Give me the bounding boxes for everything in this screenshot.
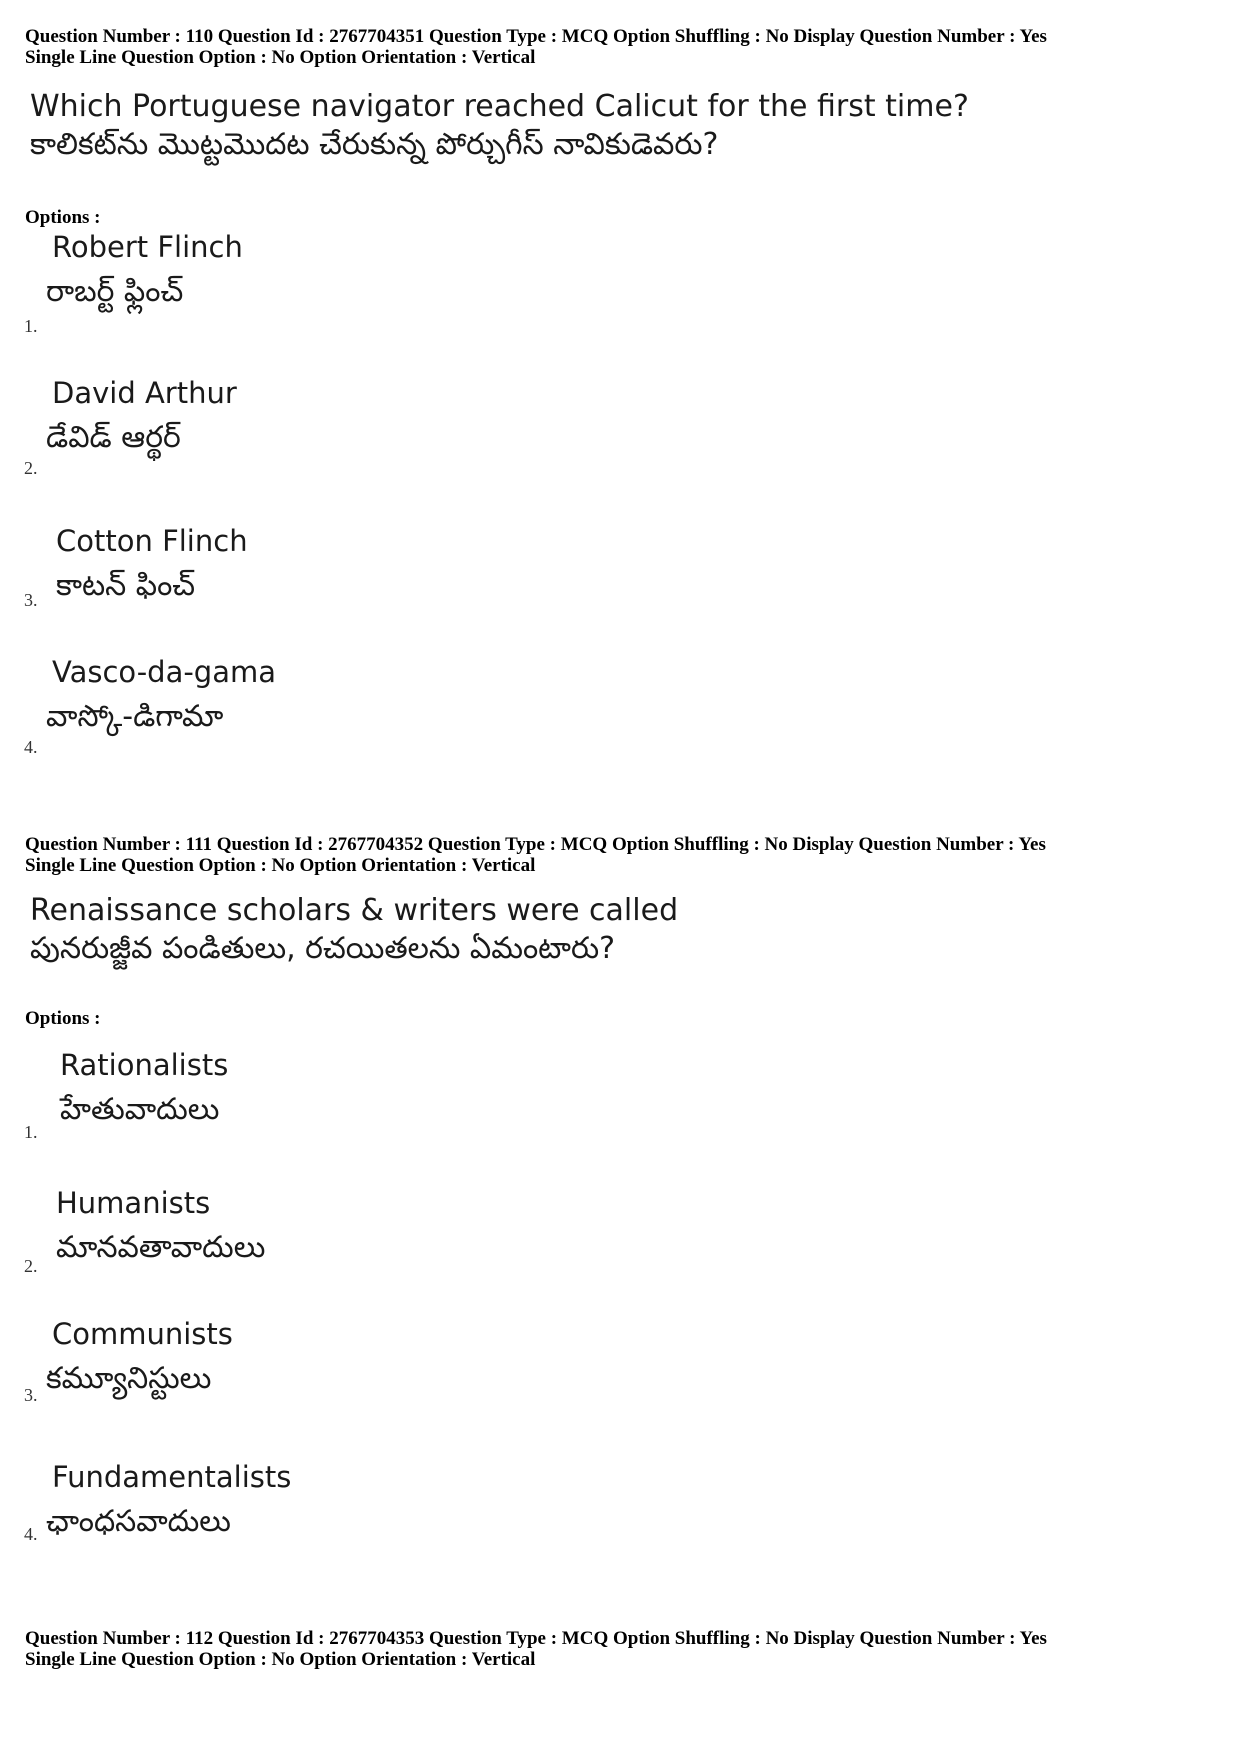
option-text-english: Rationalists — [60, 1048, 229, 1082]
question-110-text — [30, 88, 969, 164]
question-text-telugu: కాలికట్‌ను మొట్టమొదట చేరుకున్న పోర్చుగీస్ నావికుడెవరు? — [30, 127, 719, 162]
option-text-telugu: డేవిడ్ ఆర్థర్ — [46, 420, 181, 455]
option-text-english: Fundamentalists — [52, 1460, 292, 1494]
option-text-english: Vasco-da-gama — [52, 655, 276, 689]
option-number: 1. — [24, 1122, 38, 1142]
option-number: 1. — [24, 316, 38, 336]
options-label: Options : — [25, 1008, 101, 1029]
option-text-telugu: కాటన్ ఫించ్ — [56, 568, 196, 603]
option-text-telugu: వాస్కో-డిగామా — [46, 699, 224, 734]
option-text-telugu: ఛాంధసవాదులు — [46, 1504, 231, 1539]
option-text-telugu: మానవతావాదులు — [56, 1230, 266, 1265]
question-112-meta — [25, 1628, 1047, 1670]
option-number: 2. — [24, 1256, 38, 1276]
question-meta-line-1: Question Number : 111 Question Id : 2767704352 Question Type : MCQ Option Shuffling : No Display Question Number : Yes — [25, 834, 1046, 855]
option-number: 2. — [24, 458, 38, 478]
option-text-telugu: హేతువాదులు — [60, 1092, 220, 1127]
question-text-english: Renaissance scholars & writers were called — [30, 893, 679, 928]
question-meta-line-2: Single Line Question Option : No Option Orientation : Vertical — [25, 47, 536, 68]
option-number: 3. — [24, 590, 38, 610]
option-text-english: Robert Flinch — [52, 230, 243, 264]
option-text-telugu: కమ్యూనిస్టులు — [46, 1361, 212, 1396]
option-text-telugu: రాబర్ట్ ఫ్లించ్ — [46, 274, 184, 309]
question-text-english: Which Portuguese navigator reached Calicut for the first time? — [30, 89, 969, 124]
option-number: 4. — [24, 737, 38, 757]
options-label: Options : — [25, 207, 101, 228]
question-111-meta — [25, 834, 1046, 876]
question-meta-line-2: Single Line Question Option : No Option Orientation : Vertical — [25, 855, 536, 876]
option-text-english: Humanists — [56, 1186, 211, 1220]
question-text-telugu: పునరుజ్జీవ పండితులు, రచయితలను ఏమంటారు? — [30, 931, 616, 966]
question-meta-line-2: Single Line Question Option : No Option Orientation : Vertical — [25, 1649, 536, 1670]
option-text-english: Communists — [52, 1317, 233, 1351]
option-number: 4. — [24, 1524, 38, 1544]
option-text-english: David Arthur — [52, 376, 237, 410]
option-text-english: Cotton Flinch — [56, 524, 248, 558]
question-meta-line-1: Question Number : 112 Question Id : 2767704353 Question Type : MCQ Option Shuffling : No Display Question Number : Yes — [25, 1628, 1047, 1649]
option-number: 3. — [24, 1385, 38, 1405]
question-110-meta — [25, 26, 1047, 68]
question-111-text — [30, 892, 678, 968]
question-meta-line-1: Question Number : 110 Question Id : 2767704351 Question Type : MCQ Option Shuffling : No Display Question Number : Yes — [25, 26, 1047, 47]
